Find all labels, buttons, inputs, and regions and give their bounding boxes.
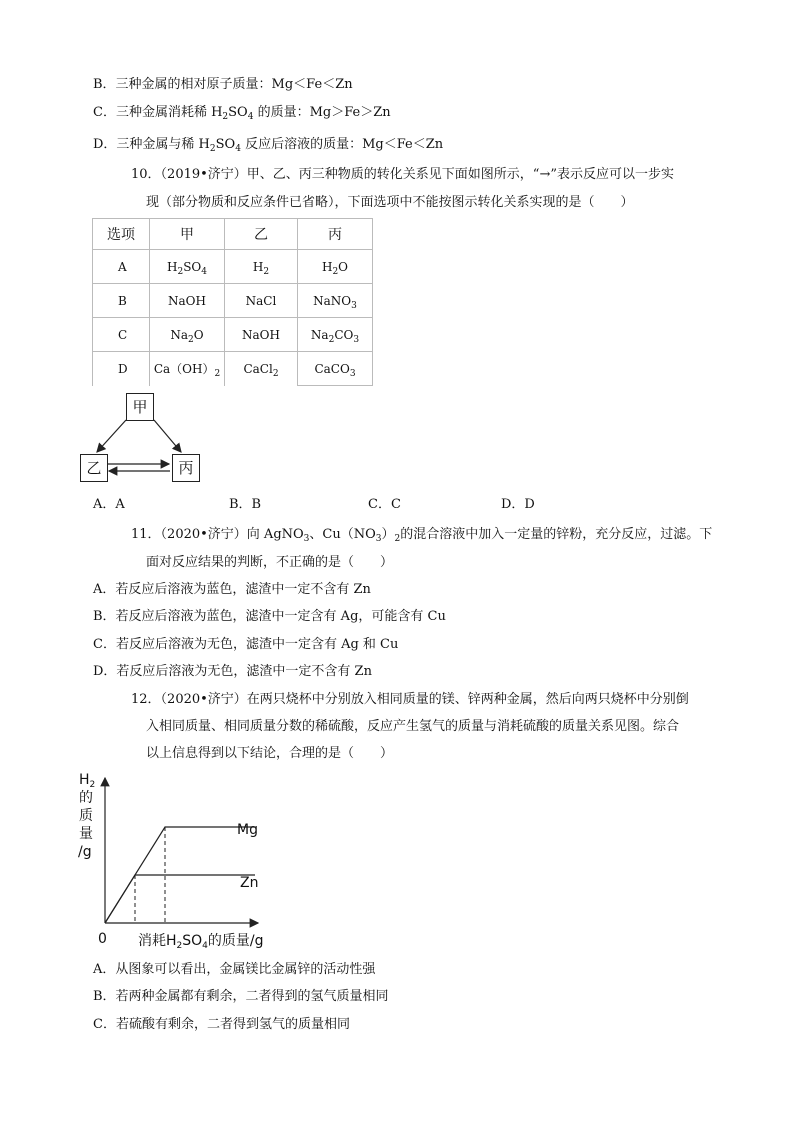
row-yi: CaCl$_2$ [225, 352, 298, 386]
row-bing: NaNO$_3$ [298, 284, 373, 318]
q11-stem-line1: 11．（2020•济宁）向 AgNO$_3$、$Cu(NO_3)_2$的混合溶液中加入一定量的锌粉，充分反应，过滤。下 [131, 527, 713, 544]
arrow-jia-to-yi [97, 420, 126, 452]
row-jia: $Na_2O$ [150, 318, 225, 352]
diagram-box-jia: 甲 [126, 393, 154, 421]
hydrogen-mass-graph [70, 760, 270, 940]
row-jia: NaOH [150, 284, 225, 318]
y-label-unit: /g [78, 844, 92, 860]
origin-label: 0 [98, 931, 107, 947]
table-header-option: 选项 [93, 219, 150, 250]
q10-options-table [92, 218, 373, 386]
y-label-h2: $H_2$ [79, 772, 96, 790]
q10-stem-line2: 现（部分物质和反应条件已省略），下面选项中不能按图示转化关系实现的是（ ） [146, 195, 634, 210]
series-line-zn [105, 875, 255, 923]
x-axis-label: 消耗$H_2SO_4$的质量/g [138, 933, 264, 951]
q12-stem-line3: 以上信息得到以下结论，合理的是（ ） [146, 746, 394, 761]
row-option: C [93, 318, 150, 352]
series-label-zn: Zn [240, 875, 259, 891]
row-bing: $H_2O$ [298, 250, 373, 284]
q12-option-a: A．从图象可以看出，金属镁比金属锌的活动性强 [93, 962, 376, 977]
row-option: D [93, 352, 150, 386]
diagram-box-bing: 丙 [172, 454, 200, 482]
row-yi: NaCl [225, 284, 298, 318]
arrow-jia-to-bing [154, 420, 181, 452]
table-header-bing: 丙 [298, 219, 373, 250]
row-jia: $Ca(OH)_2$ [150, 352, 225, 386]
row-bing: $Na_2CO_3$ [298, 318, 373, 352]
y-label-liang: 量 [79, 826, 93, 842]
option-c-acid-consumed: C．三种金属消耗稀 $H_2SO_4$ 的质量：Mg＞Fe＞Zn [93, 105, 391, 122]
table-row [93, 284, 373, 318]
table-header-jia: 甲 [150, 219, 225, 250]
q10-answer-b: B．B [229, 497, 262, 512]
q11-option-b: B．若反应后溶液为蓝色，滤渣中一定含有 Ag，可能含有 Cu [93, 609, 446, 624]
row-bing: CaCO$_3$ [298, 352, 373, 386]
q12-option-b: B．若两种金属都有剩余，二者得到的氢气质量相同 [93, 989, 389, 1004]
row-yi: $H_2$ [225, 250, 298, 284]
table-row [93, 318, 373, 352]
q12-option-c: C．若硫酸有剩余，二者得到氢气的质量相同 [93, 1017, 350, 1032]
q11-option-a: A．若反应后溶液为蓝色，滤渣中一定不含有 Zn [93, 582, 371, 597]
row-jia: $H_2SO_4$ [150, 250, 225, 284]
q10-answer-d: D．D [501, 497, 535, 512]
q11-option-d: D．若反应后溶液为无色，滤渣中一定不含有 Zn [93, 664, 372, 679]
q10-stem-line1: 10．（2019•济宁）甲、乙、丙三种物质的转化关系见下面如图所示，“→”表示反应可以一步实 [131, 167, 674, 182]
q10-answer-a: A．A [93, 497, 125, 512]
q11-option-c: C．若反应后溶液为无色，滤渣中一定含有 Ag 和 Cu [93, 637, 399, 652]
diagram-box-yi: 乙 [80, 454, 108, 482]
q11-stem-line2: 面对反应结果的判断，不正确的是（ ） [146, 555, 394, 570]
q10-answer-c: C．C [368, 497, 401, 512]
q12-stem-line2: 入相同质量、相同质量分数的稀硫酸，反应产生氢气的质量与消耗硫酸的质量关系见图。综合 [146, 719, 680, 734]
table-header-yi: 乙 [225, 219, 298, 250]
table-header-row [93, 219, 373, 250]
table-row [93, 352, 373, 386]
option-b-atomic-mass: B．三种金属的相对原子质量：Mg＜Fe＜Zn [93, 77, 353, 92]
y-label-de: 的 [79, 790, 93, 806]
q12-stem-line1: 12．（2020•济宁）在两只烧杯中分别放入相同质量的镁、锌两种金属，然后向两只烧杯中分别倒 [131, 692, 689, 707]
row-option: B [93, 284, 150, 318]
row-yi: NaOH [225, 318, 298, 352]
series-label-mg: Mg [237, 822, 258, 838]
y-label-zhi: 质 [79, 808, 93, 824]
option-d-solution-mass: D．三种金属与稀 $H_2SO_4$ 反应后溶液的质量：Mg＜Fe＜Zn [93, 137, 444, 154]
row-option: A [93, 250, 150, 284]
table-row [93, 250, 373, 284]
